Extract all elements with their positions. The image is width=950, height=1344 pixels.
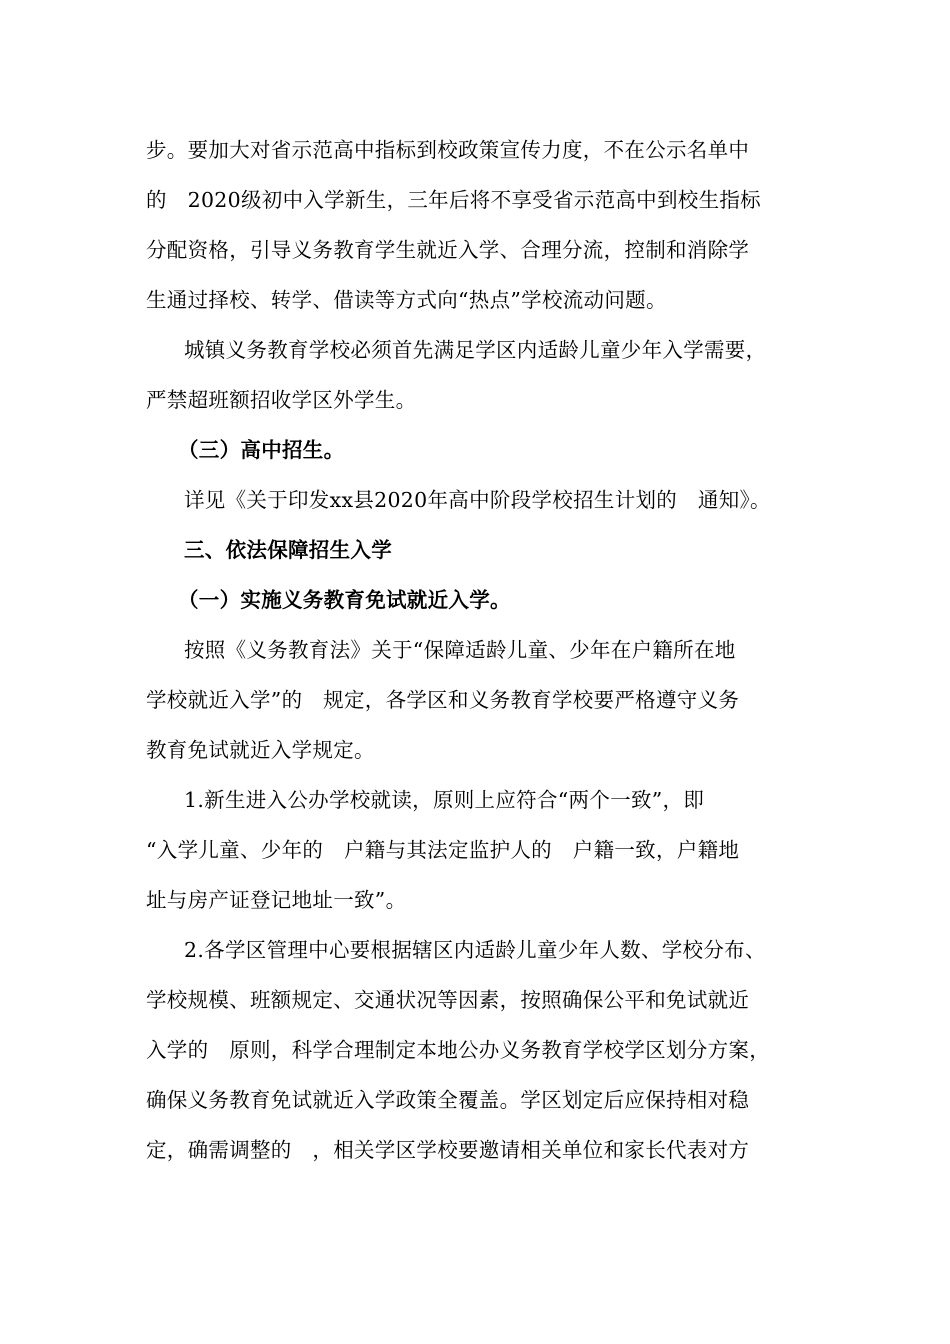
section-heading: （三）高中招生。 <box>178 438 345 462</box>
list-item-first-line: 1.新生进入公办学校就读，原则上应符合“两个一致”，即 <box>184 788 705 812</box>
text-line: 学校就近入学”的 规定，各学区和义务教育学校要严格遵守义务 <box>146 688 740 712</box>
text-line: 址与房产证登记地址一致”。 <box>146 888 407 912</box>
list-item-first-line: 2.各学区管理中心要根据辖区内适龄儿童少年人数、学校分布、 <box>184 938 766 962</box>
text-line: 学校规模、班额规定、交通状况等因素，按照确保公平和免试就近 <box>146 988 750 1012</box>
paragraph-first-line: 详见《关于印发xx县2020年高中阶段学校招生计划的 通知》。 <box>184 488 771 512</box>
text-line: 分配资格，引导义务教育学生就近入学、合理分流，控制和消除学 <box>146 238 750 262</box>
text-line: 教育免试就近入学规定。 <box>146 738 375 762</box>
paragraph-first-line: 城镇义务教育学校必须首先满足学区内适龄儿童少年入学需要， <box>184 338 767 362</box>
chapter-heading: 三、依法保障招生入学 <box>184 538 392 562</box>
text-line: 步。要加大对省示范高中指标到校政策宣传力度，不在公示名单中 <box>146 138 750 162</box>
paragraph-first-line: 按照《义务教育法》关于“保障适龄儿童、少年在户籍所在地 <box>184 638 736 662</box>
section-heading: （一）实施义务教育免试就近入学。 <box>178 588 511 612</box>
text-line: “入学儿童、少年的 户籍与其法定监护人的 户籍一致，户籍地 <box>146 838 740 862</box>
text-line: 严禁超班额招收学区外学生。 <box>146 388 417 412</box>
text-line: 定，确需调整的 ，相关学区学校要邀请相关单位和家长代表对方 <box>146 1138 750 1162</box>
text-line: 确保义务教育免试就近入学政策全覆盖。学区划定后应保持相对稳 <box>146 1088 750 1112</box>
text-line: 生通过择校、转学、借读等方式向“热点”学校流动问题。 <box>146 288 667 312</box>
text-line: 的 2020级初中入学新生，三年后将不享受省示范高中到校生指标 <box>146 188 761 212</box>
text-line: 入学的 原则，科学合理制定本地公办义务教育学校学区划分方案， <box>146 1038 770 1062</box>
